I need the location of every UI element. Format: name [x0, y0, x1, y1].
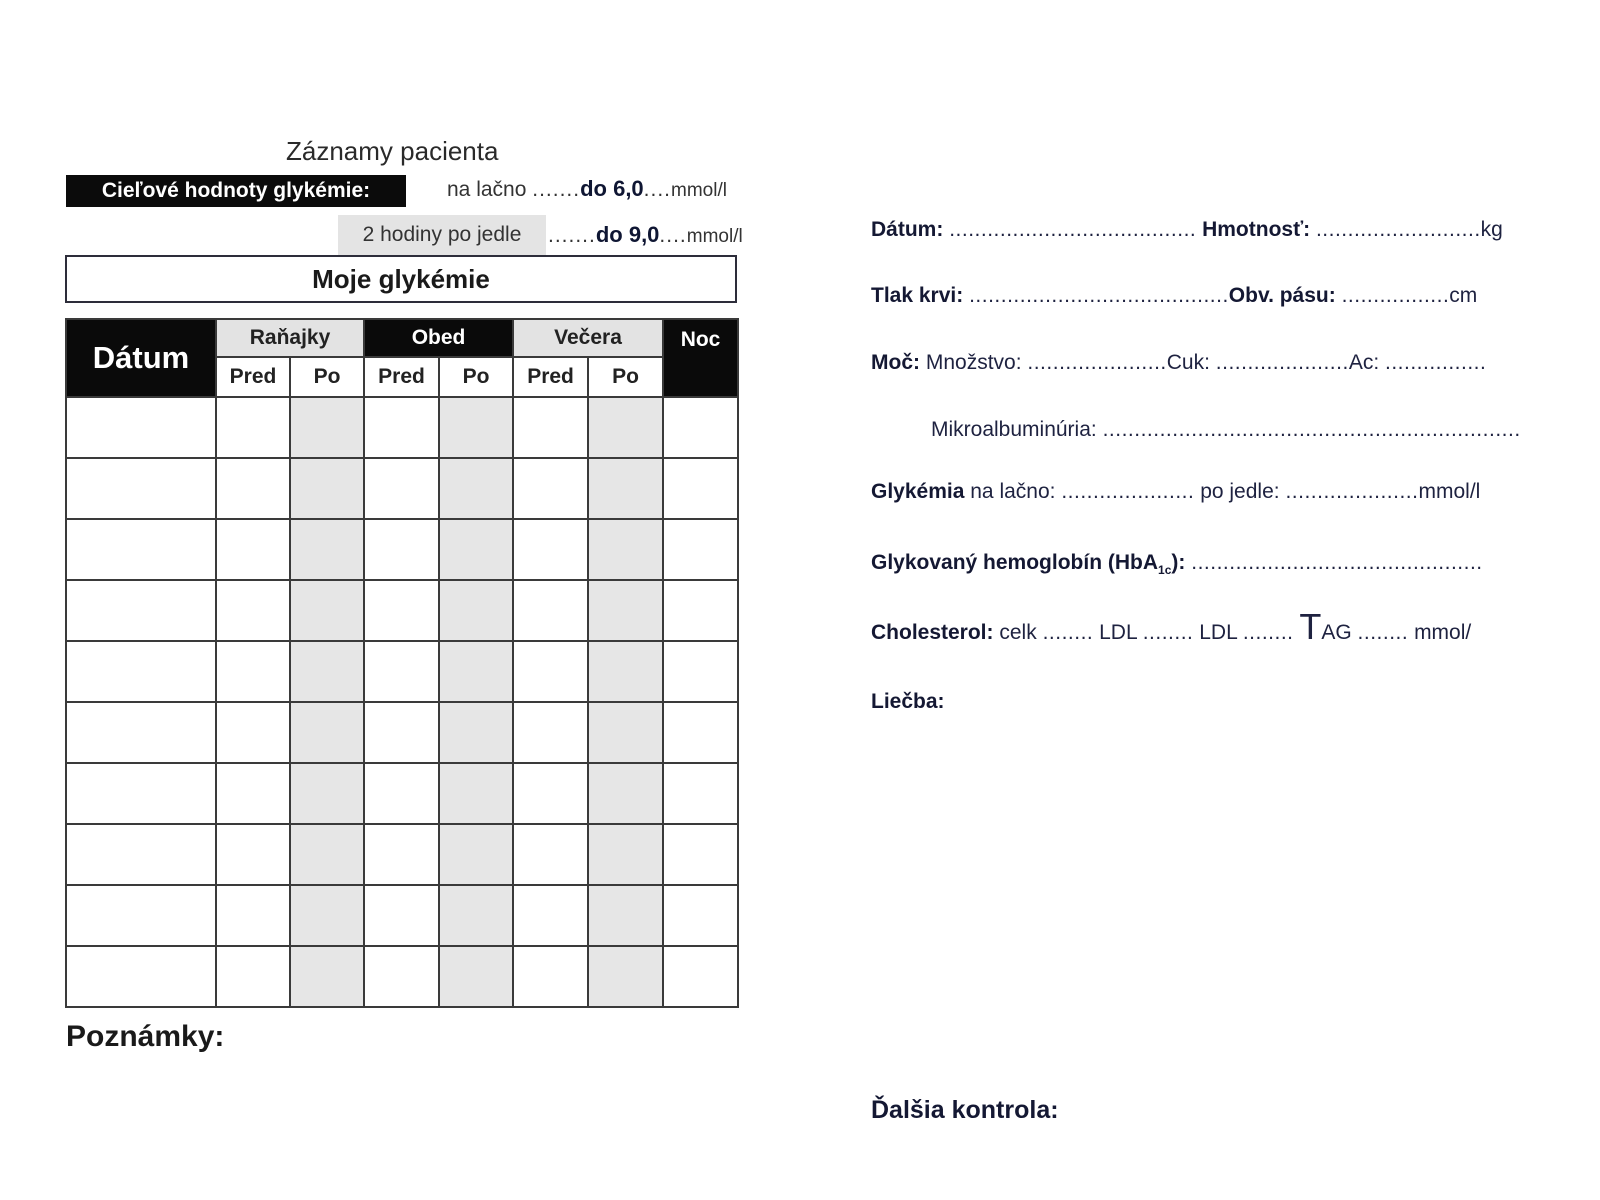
glucose-cell[interactable] — [663, 824, 738, 885]
glucose-cell[interactable] — [439, 946, 513, 1007]
glucose-cell[interactable] — [364, 946, 439, 1007]
glucose-cell[interactable] — [364, 763, 439, 824]
lunch-header: Obed — [364, 319, 513, 357]
table-row — [66, 702, 738, 763]
glucose-cell[interactable] — [513, 397, 588, 458]
urine-ac-label: Ac: — [1348, 351, 1380, 374]
bp-field[interactable]: ......................................... — [969, 284, 1229, 307]
microalbuminuria-field[interactable]: .................................................................. — [1102, 418, 1521, 441]
hba1c-label: Glykovaný hemoglobín (HbA — [871, 551, 1159, 574]
next-check-label: Ďalšia kontrola: — [871, 1096, 1059, 1124]
glucose-cell[interactable] — [439, 641, 513, 702]
glycemia-fasting-field[interactable]: ..................... — [1061, 480, 1195, 503]
glucose-cell[interactable] — [513, 702, 588, 763]
cholesterol-label: Cholesterol: — [871, 621, 994, 644]
dotted-fill: .... — [643, 178, 672, 201]
lunch-before-header: Pred — [364, 357, 439, 397]
treatment-label: Liečba: — [871, 690, 945, 713]
after-meal-target-line — [548, 222, 743, 248]
date-cell[interactable] — [66, 519, 216, 580]
urine-sugar-field[interactable]: ..................... — [1215, 351, 1349, 374]
glucose-cell[interactable] — [364, 397, 439, 458]
glucose-cell[interactable] — [290, 397, 364, 458]
bp-waist-line — [871, 284, 1477, 308]
table-row — [66, 519, 738, 580]
glucose-cell[interactable] — [588, 458, 663, 519]
date-column-header: Dátum — [66, 319, 216, 397]
cholesterol-unit: mmol/ — [1414, 621, 1472, 644]
glucose-cell[interactable] — [364, 885, 439, 946]
glucose-cell[interactable] — [588, 519, 663, 580]
glucose-cell[interactable] — [513, 641, 588, 702]
glucose-cell[interactable] — [513, 458, 588, 519]
hba1c-field[interactable]: .............................................. — [1191, 551, 1483, 574]
table-row — [66, 580, 738, 641]
glucose-cell[interactable] — [290, 946, 364, 1007]
table-row — [66, 885, 738, 946]
glucose-cell[interactable] — [290, 641, 364, 702]
glucose-cell[interactable] — [216, 641, 290, 702]
after-meal-target-value: do 9,0 — [595, 222, 660, 247]
date-cell[interactable] — [66, 702, 216, 763]
cholesterol-line — [871, 606, 1472, 647]
glucose-cell[interactable] — [513, 824, 588, 885]
table-row — [66, 397, 738, 458]
microalbuminuria-label: Mikroalbuminúria: — [931, 418, 1097, 441]
glycemia-label: Glykémia — [871, 480, 965, 503]
date-label: Dátum: — [871, 218, 944, 241]
glucose-cell[interactable] — [513, 519, 588, 580]
waist-label: Obv. pásu: — [1228, 284, 1336, 307]
glucose-cell[interactable] — [663, 885, 738, 946]
cholesterol-ldl2-label: LDL — [1199, 621, 1237, 644]
dotted-fill: ....... — [548, 224, 596, 247]
urine-amount-field[interactable]: ...................... — [1027, 351, 1167, 374]
glucose-cell[interactable] — [513, 885, 588, 946]
cholesterol-ldl-label: LDL — [1099, 621, 1137, 644]
glucose-cell[interactable] — [439, 458, 513, 519]
glucose-cell[interactable] — [588, 641, 663, 702]
fasting-target-line — [447, 176, 727, 202]
dotted-fill: ....... — [532, 178, 581, 201]
glucose-cell[interactable] — [216, 397, 290, 458]
date-cell[interactable] — [66, 885, 216, 946]
fasting-unit: mmol/l — [671, 180, 727, 201]
glucose-cell[interactable] — [439, 763, 513, 824]
glucose-cell[interactable] — [216, 763, 290, 824]
glucose-cell[interactable] — [290, 885, 364, 946]
hba1c-line — [871, 551, 1483, 577]
treatment-line — [871, 690, 945, 714]
weight-unit: kg — [1480, 218, 1503, 241]
glucose-cell[interactable] — [290, 580, 364, 641]
glucose-cell[interactable] — [216, 885, 290, 946]
notes-label: Poznámky: — [66, 1020, 225, 1053]
dinner-before-header: Pred — [513, 357, 588, 397]
bp-label: Tlak krvi: — [871, 284, 964, 307]
glucose-cell[interactable] — [216, 946, 290, 1007]
urine-label: Moč: — [871, 351, 920, 374]
glucose-cell[interactable] — [439, 580, 513, 641]
glucose-cell[interactable] — [364, 702, 439, 763]
table-row — [66, 946, 738, 1007]
breakfast-header: Raňajky — [216, 319, 364, 357]
breakfast-after-header: Po — [290, 357, 364, 397]
glucose-cell[interactable] — [663, 763, 738, 824]
glucose-cell[interactable] — [290, 702, 364, 763]
table-row — [66, 824, 738, 885]
glucose-cell[interactable] — [216, 580, 290, 641]
glucose-cell[interactable] — [513, 946, 588, 1007]
target-values-label: Cieľové hodnoty glykémie: — [66, 175, 406, 207]
weight-field[interactable]: .......................... — [1315, 218, 1481, 241]
glucose-cell[interactable] — [364, 824, 439, 885]
cholesterol-ldl2-field[interactable]: ........ — [1242, 621, 1294, 644]
glucose-cell[interactable] — [290, 824, 364, 885]
table-row — [66, 763, 738, 824]
date-cell[interactable] — [66, 458, 216, 519]
weight-label: Hmotnosť: — [1202, 218, 1311, 241]
glucose-cell[interactable] — [663, 458, 738, 519]
glucose-cell[interactable] — [663, 946, 738, 1007]
glucose-cell[interactable] — [588, 580, 663, 641]
glycemia-after-field[interactable]: ..................... — [1285, 480, 1419, 503]
microalbuminuria-line — [931, 418, 1521, 442]
date-cell[interactable] — [66, 824, 216, 885]
glucose-cell[interactable] — [364, 458, 439, 519]
breakfast-before-header: Pred — [216, 357, 290, 397]
hba1c-subscript: 1c — [1158, 563, 1172, 578]
fasting-label: na lačno — [447, 178, 527, 201]
urine-ac-field[interactable]: ................ — [1385, 351, 1487, 374]
date-cell[interactable] — [66, 397, 216, 458]
cholesterol-total-field[interactable]: ........ — [1042, 621, 1094, 644]
glycemia-after-label: po jedle: — [1200, 480, 1280, 503]
hba1c-label-close: ): — [1171, 551, 1186, 574]
glucose-cell[interactable] — [663, 397, 738, 458]
glucose-cell[interactable] — [216, 824, 290, 885]
glycemia-line — [871, 480, 1480, 504]
dinner-header: Večera — [513, 319, 663, 357]
table-row — [66, 458, 738, 519]
glucose-cell[interactable] — [663, 641, 738, 702]
glycemia-fasting-label: na lačno: — [970, 480, 1056, 503]
cholesterol-total-label: celk — [999, 621, 1037, 644]
dinner-after-header: Po — [588, 357, 663, 397]
glucose-cell[interactable] — [364, 519, 439, 580]
glucose-cell[interactable] — [663, 580, 738, 641]
glucose-cell[interactable] — [588, 824, 663, 885]
date-cell[interactable] — [66, 763, 216, 824]
night-header: Noc — [663, 319, 738, 397]
glucose-cell[interactable] — [588, 763, 663, 824]
glucose-cell[interactable] — [663, 519, 738, 580]
glucose-cell[interactable] — [588, 702, 663, 763]
glycemia-unit: mmol/l — [1418, 480, 1481, 503]
dotted-fill: .... — [659, 224, 687, 247]
section-title: Moje glykémie — [65, 255, 737, 303]
glucose-cell[interactable] — [588, 397, 663, 458]
date-cell[interactable] — [66, 580, 216, 641]
glucose-cell[interactable] — [216, 458, 290, 519]
cholesterol-tag-label: TAG — [1299, 606, 1352, 647]
page-title: Záznamy pacienta — [286, 136, 499, 166]
glucose-cell[interactable] — [364, 641, 439, 702]
glucose-cell[interactable] — [364, 580, 439, 641]
glucose-cell[interactable] — [588, 946, 663, 1007]
urine-line — [871, 351, 1486, 375]
glucose-cell[interactable] — [290, 458, 364, 519]
urine-sugar-label: Cuk: — [1166, 351, 1210, 374]
table-row — [66, 641, 738, 702]
glucose-cell[interactable] — [290, 763, 364, 824]
glucose-cell[interactable] — [439, 397, 513, 458]
fasting-target-value: do 6,0 — [580, 176, 644, 201]
glucose-cell[interactable] — [439, 519, 513, 580]
glucose-cell[interactable] — [216, 702, 290, 763]
glucose-cell[interactable] — [663, 702, 738, 763]
after-meal-label: 2 hodiny po jedle — [338, 215, 546, 255]
glucose-cell[interactable] — [290, 519, 364, 580]
date-cell[interactable] — [66, 641, 216, 702]
glucose-cell[interactable] — [439, 702, 513, 763]
date-cell[interactable] — [66, 946, 216, 1007]
date-weight-line — [871, 218, 1503, 242]
waist-unit: cm — [1449, 284, 1478, 307]
waist-field[interactable]: ................. — [1341, 284, 1450, 307]
glucose-cell[interactable] — [588, 885, 663, 946]
date-field[interactable]: ....................................... — [949, 218, 1197, 241]
glucose-cell[interactable] — [216, 519, 290, 580]
cholesterol-tag-field[interactable]: ........ — [1357, 621, 1409, 644]
lunch-after-header: Po — [439, 357, 513, 397]
glucose-cell[interactable] — [439, 885, 513, 946]
glucose-log-table — [65, 318, 739, 1008]
glucose-cell[interactable] — [513, 580, 588, 641]
after-meal-unit: mmol/l — [686, 226, 743, 247]
cholesterol-ldl-field[interactable]: ........ — [1142, 621, 1194, 644]
glucose-cell[interactable] — [513, 763, 588, 824]
glucose-cell[interactable] — [439, 824, 513, 885]
urine-amount-label: Množstvo: — [925, 351, 1022, 374]
